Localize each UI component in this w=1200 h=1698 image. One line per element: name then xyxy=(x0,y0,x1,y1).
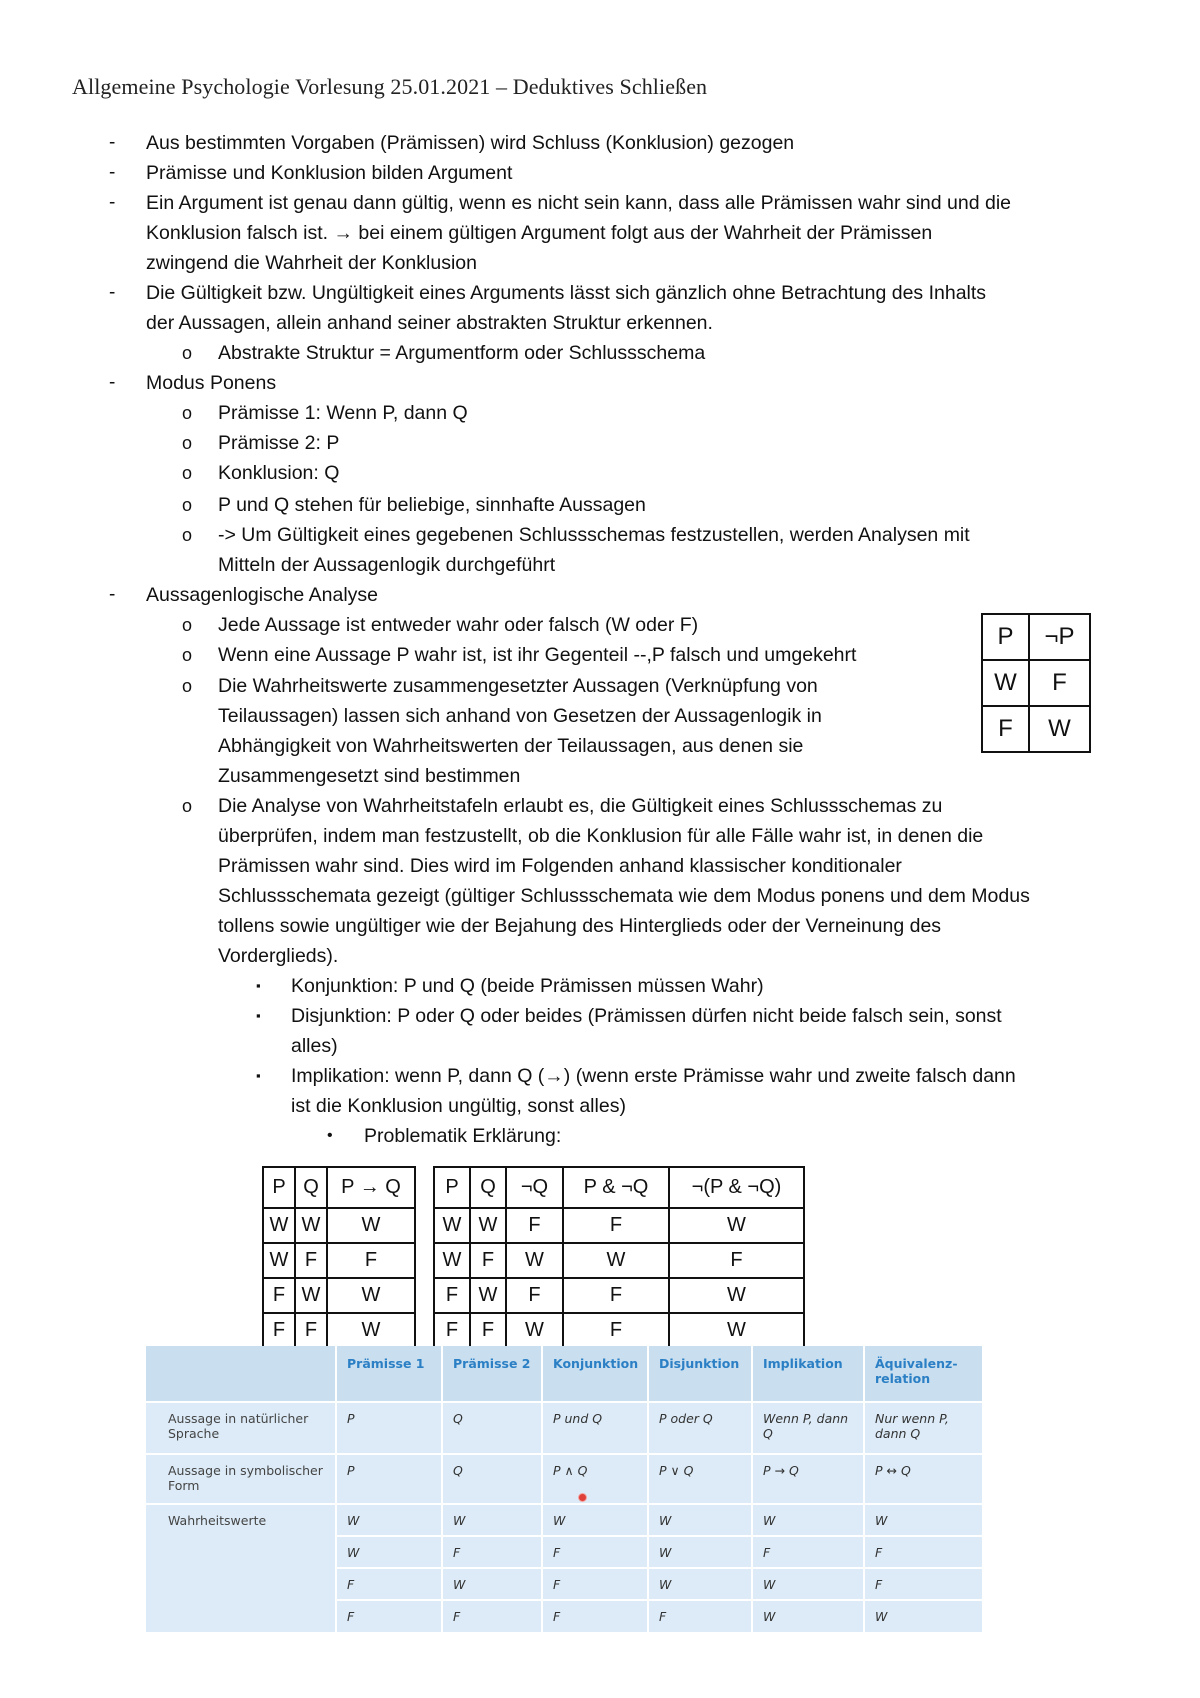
overview-cell: F xyxy=(442,1536,542,1568)
note-line: Prämisse und Konklusion bilden Argument xyxy=(146,162,513,184)
note-line: Schlussschemata gezeigt (gültiger Schlussschemata wie dem Modus ponens und dem Modus xyxy=(218,885,1030,907)
note-line: Wenn eine Aussage P wahr ist, ist ihr Gegenteil --,P falsch und umgekehrt xyxy=(218,644,857,666)
note-line: Vorderglieds). xyxy=(218,945,339,967)
dash-bullet: - xyxy=(109,162,116,183)
note-line: Prämisse 1: Wenn P, dann Q xyxy=(218,402,468,424)
dash-bullet: - xyxy=(109,282,116,303)
note-line: Implikation: wenn P, dann Q (→) (wenn erste Prämisse wahr und zweite falsch dann xyxy=(291,1065,1016,1087)
table-cell: F xyxy=(295,1243,327,1278)
note-line: Problematik Erklärung: xyxy=(364,1125,562,1147)
table-header-cell: ¬P xyxy=(1029,614,1090,660)
overview-row-label: Aussage in symbolischer Form xyxy=(146,1454,336,1504)
overview-cell: F xyxy=(336,1600,442,1632)
note-line: ist die Konklusion ungültig, sonst alles) xyxy=(291,1095,626,1117)
note-line: Konklusion: Q xyxy=(218,462,340,484)
table-cell: W xyxy=(434,1243,470,1278)
note-line: Teilaussagen) lassen sich anhand von Gesetzen der Aussagenlogik in xyxy=(218,705,822,727)
implication-truth-table xyxy=(262,1166,416,1349)
overview-header-cell: Implikation xyxy=(752,1346,864,1402)
note-line: Prämissen wahr sind. Dies wird im Folgenden anhand klassischer konditionaler xyxy=(218,855,902,877)
note-line: überprüfen, indem man festzustellt, ob die Konklusion für alle Fälle wahr ist, in denen die xyxy=(218,825,984,847)
table-cell: W xyxy=(327,1313,415,1348)
overview-cell: W xyxy=(864,1600,983,1632)
overview-cell: P ∨ Q xyxy=(648,1454,752,1504)
table-header-cell: P xyxy=(434,1167,470,1208)
note-line: Abstrakte Struktur = Argumentform oder Schlussschema xyxy=(218,342,706,364)
dash-bullet: - xyxy=(109,584,116,605)
table-cell: F xyxy=(506,1278,563,1313)
note-line: der Aussagen, allein anhand seiner abstrakten Struktur erkennen. xyxy=(146,312,713,334)
note-line: Zusammengesetzt sind bestimmen xyxy=(218,765,521,787)
table-cell: W xyxy=(669,1278,804,1313)
circle-bullet: o xyxy=(182,463,193,483)
table-header-cell: P & ¬Q xyxy=(563,1167,669,1208)
dash-bullet: - xyxy=(109,192,116,213)
overview-cell: F xyxy=(442,1600,542,1632)
dot-bullet: • xyxy=(327,1127,333,1144)
overview-cell: W xyxy=(752,1504,864,1536)
overview-cell: F xyxy=(336,1568,442,1600)
dash-bullet: - xyxy=(109,372,116,393)
overview-header-cell: Prämisse 2 xyxy=(442,1346,542,1402)
overview-cell: F xyxy=(542,1536,648,1568)
overview-cell: P ↔ Q xyxy=(864,1454,983,1504)
table-cell: W xyxy=(327,1208,415,1243)
circle-bullet: o xyxy=(182,403,193,423)
table-header-cell: Q xyxy=(295,1167,327,1208)
table-cell: W xyxy=(263,1243,295,1278)
note-line: Aussagenlogische Analyse xyxy=(146,584,378,606)
table-cell: F xyxy=(982,706,1029,752)
table-cell: F xyxy=(263,1313,295,1348)
overview-cell: W xyxy=(336,1504,442,1536)
note-line: zwingend die Wahrheit der Konklusion xyxy=(146,252,477,274)
overview-cell: W xyxy=(864,1504,983,1536)
overview-cell: P und Q xyxy=(542,1402,648,1454)
table-header-cell: ¬Q xyxy=(506,1167,563,1208)
square-bullet: ▪ xyxy=(256,1008,261,1023)
overview-header-cell xyxy=(146,1346,336,1402)
overview-cell: F xyxy=(864,1568,983,1600)
overview-cell: P xyxy=(336,1454,442,1504)
overview-cell: Q xyxy=(442,1454,542,1504)
overview-cell: P xyxy=(336,1402,442,1454)
table-cell: W xyxy=(563,1243,669,1278)
dash-bullet: - xyxy=(109,132,116,153)
overview-cell: W xyxy=(648,1504,752,1536)
note-line: Aus bestimmten Vorgaben (Prämissen) wird Schluss (Konklusion) gezogen xyxy=(146,132,795,154)
overview-cell: W xyxy=(542,1504,648,1536)
table-cell: F xyxy=(563,1208,669,1243)
overview-cell: W xyxy=(336,1536,442,1568)
overview-cell: W xyxy=(648,1536,752,1568)
overview-row-label: Wahrheitswerte xyxy=(146,1504,336,1632)
table-header-cell: P xyxy=(263,1167,295,1208)
overview-cell: Nur wenn P, dann Q xyxy=(864,1402,983,1454)
table-cell: F xyxy=(434,1313,470,1348)
note-line: Die Gültigkeit bzw. Ungültigkeit eines Arguments lässt sich gänzlich ohne Betrachtung des Inhalts xyxy=(146,282,987,304)
overview-cell: W xyxy=(648,1568,752,1600)
circle-bullet: o xyxy=(182,343,193,363)
note-line: Mitteln der Aussagenlogik durchgeführt xyxy=(218,554,556,576)
page-title: Allgemeine Psychologie Vorlesung 25.01.2021 – Deduktives Schließen xyxy=(72,74,708,99)
overview-cell: F xyxy=(542,1568,648,1600)
circle-bullet: o xyxy=(182,525,193,545)
overview-cell: F xyxy=(864,1536,983,1568)
overview-cell: P ∧ Q xyxy=(542,1454,648,1504)
circle-bullet: o xyxy=(182,796,193,816)
table-cell: F xyxy=(263,1278,295,1313)
table-header-cell: P → Q xyxy=(327,1167,415,1208)
table-cell: W xyxy=(669,1313,804,1348)
overview-cell: W xyxy=(442,1504,542,1536)
table-cell: W xyxy=(506,1243,563,1278)
square-bullet: ▪ xyxy=(256,1068,261,1083)
table-cell: F xyxy=(434,1278,470,1313)
table-cell: F xyxy=(563,1278,669,1313)
note-line: -> Um Gültigkeit eines gegebenen Schlussschemas festzustellen, werden Analysen mit xyxy=(218,524,970,546)
overview-cell: Wenn P, dann Q xyxy=(752,1402,864,1454)
circle-bullet: o xyxy=(182,615,193,635)
table-cell: F xyxy=(1029,660,1090,706)
logic-overview-table xyxy=(146,1346,984,1626)
table-cell: W xyxy=(669,1208,804,1243)
note-line: Disjunktion: P oder Q oder beides (Prämissen dürfen nicht beide falsch sein, sonst xyxy=(291,1005,1002,1027)
overview-header-cell: Prämisse 1 xyxy=(336,1346,442,1402)
overview-cell: W xyxy=(752,1600,864,1632)
table-cell: W xyxy=(470,1208,506,1243)
overview-row-label: Aussage in natürlicher Sprache xyxy=(146,1402,336,1454)
note-line: Modus Ponens xyxy=(146,372,277,394)
overview-cell: W xyxy=(752,1568,864,1600)
table-header-cell: P xyxy=(982,614,1029,660)
note-line: Prämisse 2: P xyxy=(218,432,340,454)
table-cell: F xyxy=(295,1313,327,1348)
overview-cell: F xyxy=(752,1536,864,1568)
note-line: alles) xyxy=(291,1035,338,1057)
table-cell: F xyxy=(669,1243,804,1278)
table-cell: F xyxy=(327,1243,415,1278)
square-bullet: ▪ xyxy=(256,978,261,993)
table-cell: W xyxy=(327,1278,415,1313)
problem-truth-table xyxy=(433,1166,805,1349)
table-cell: F xyxy=(563,1313,669,1348)
note-line: Konjunktion: P und Q (beide Prämissen müssen Wahr) xyxy=(291,975,764,997)
cursor-marker-dot xyxy=(578,1493,587,1502)
note-line: Abhängigkeit von Wahrheitswerten der Teilaussagen, aus denen sie xyxy=(218,735,804,757)
table-cell: F xyxy=(470,1243,506,1278)
circle-bullet: o xyxy=(182,433,193,453)
table-cell: W xyxy=(470,1278,506,1313)
table-header-cell: ¬(P & ¬Q) xyxy=(669,1167,804,1208)
circle-bullet: o xyxy=(182,645,193,665)
circle-bullet: o xyxy=(182,676,193,696)
table-cell: W xyxy=(263,1208,295,1243)
overview-header-cell: Disjunktion xyxy=(648,1346,752,1402)
overview-cell: P oder Q xyxy=(648,1402,752,1454)
note-line: Konklusion falsch ist. → bei einem gültigen Argument folgt aus der Wahrheit der Prämissen xyxy=(146,222,933,244)
table-header-cell: Q xyxy=(470,1167,506,1208)
overview-header-cell: Konjunktion xyxy=(542,1346,648,1402)
circle-bullet: o xyxy=(182,495,193,515)
negation-truth-table xyxy=(981,613,1091,753)
table-cell: W xyxy=(1029,706,1090,752)
overview-cell: F xyxy=(542,1600,648,1632)
table-cell: W xyxy=(982,660,1029,706)
table-cell: W xyxy=(434,1208,470,1243)
note-line: Jede Aussage ist entweder wahr oder falsch (W oder F) xyxy=(218,614,699,636)
note-line: P und Q stehen für beliebige, sinnhafte Aussagen xyxy=(218,494,646,516)
table-cell: F xyxy=(506,1208,563,1243)
overview-cell: F xyxy=(648,1600,752,1632)
overview-cell: W xyxy=(442,1568,542,1600)
overview-cell: P → Q xyxy=(752,1454,864,1504)
table-cell: F xyxy=(470,1313,506,1348)
note-line: Die Wahrheitswerte zusammengesetzter Aussagen (Verknüpfung von xyxy=(218,675,818,697)
table-cell: W xyxy=(295,1278,327,1313)
table-cell: W xyxy=(295,1208,327,1243)
table-cell: W xyxy=(506,1313,563,1348)
overview-header-cell: Äquivalenz- relation xyxy=(864,1346,983,1402)
overview-cell: Q xyxy=(442,1402,542,1454)
note-line: Ein Argument ist genau dann gültig, wenn es nicht sein kann, dass alle Prämissen wahr sind und die xyxy=(146,192,1012,214)
note-line: tollens sowie ungültiger wie der Bejahung des Hinterglieds oder der Verneinung des xyxy=(218,915,942,937)
note-line: Die Analyse von Wahrheitstafeln erlaubt es, die Gültigkeit eines Schlussschemas zu xyxy=(218,795,943,817)
